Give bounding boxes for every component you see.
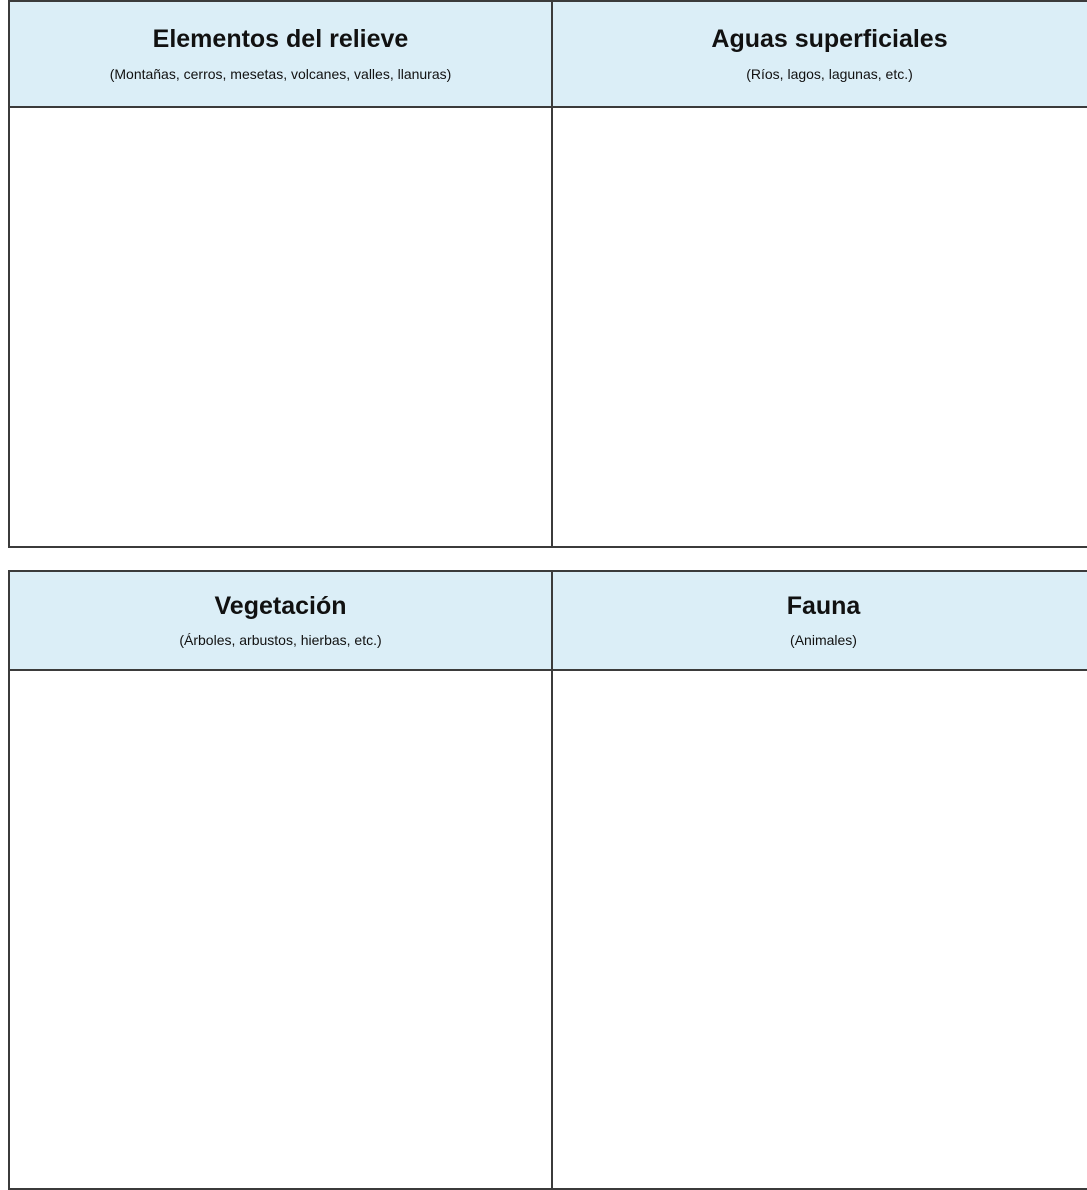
relief-subtitle: (Montañas, cerros, mesetas, volcanes, valles, llanuras)	[109, 65, 452, 82]
surface-water-header	[553, 2, 1087, 108]
vegetation-header	[10, 572, 551, 671]
vegetation-column	[10, 572, 553, 1188]
surface-water-answer-area[interactable]	[553, 108, 1087, 546]
fauna-column	[553, 572, 1087, 1188]
relief-answer-area[interactable]	[10, 108, 551, 546]
surface-water-column	[553, 2, 1087, 546]
top-table	[8, 0, 1087, 548]
surface-water-title: Aguas superficiales	[711, 25, 948, 54]
fauna-title: Fauna	[786, 591, 861, 620]
fauna-answer-area[interactable]	[553, 671, 1087, 1188]
relief-title: Elementos del relieve	[152, 25, 409, 54]
vegetation-title: Vegetación	[214, 591, 347, 620]
bottom-table	[8, 570, 1087, 1190]
vegetation-subtitle: (Árboles, arbustos, hierbas, etc.)	[179, 632, 382, 649]
vegetation-answer-area[interactable]	[10, 671, 551, 1188]
relief-column	[10, 2, 553, 546]
fauna-subtitle: (Animales)	[790, 632, 857, 649]
fauna-header	[553, 572, 1087, 671]
surface-water-subtitle: (Ríos, lagos, lagunas, etc.)	[746, 65, 913, 82]
relief-header	[10, 2, 551, 108]
